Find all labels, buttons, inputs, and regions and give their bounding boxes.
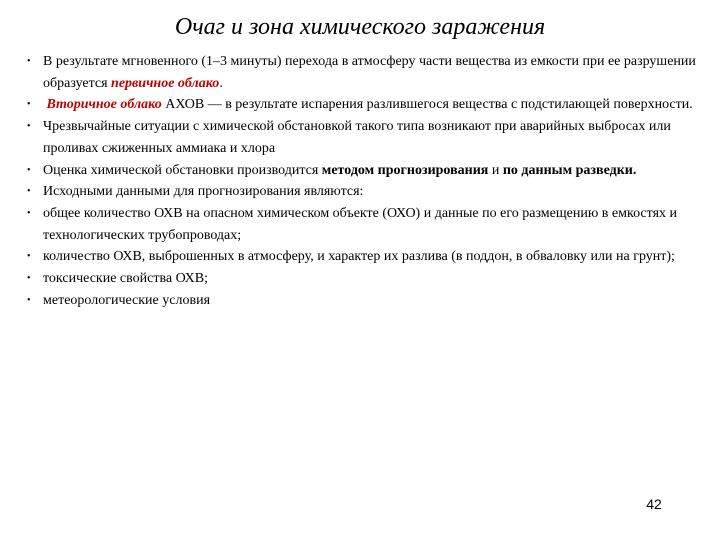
- bullet-item-5: [0, 181, 720, 203]
- bullet-item-3: [0, 116, 720, 159]
- bullet-dot-icon: •: [27, 251, 31, 263]
- bold-term-2: по данным разведки.: [502, 162, 637, 178]
- bullet-dot-icon: •: [27, 56, 31, 67]
- bullet-tail: АХОВ — в результате испарения разлившегося вещества с подстилающей поверхности.: [161, 97, 693, 113]
- bullet-dot-icon: •: [27, 186, 31, 198]
- bullet-text: Чрезвычайные ситуации с химической обстановкой такого типа возникают при аварийных выбросах или проливах сжиженных аммиака и хлора: [43, 119, 671, 156]
- bullet-dot-icon: •: [27, 273, 31, 285]
- bullet-item-2: [0, 94, 720, 116]
- bullet-item-8: [0, 268, 720, 290]
- slide-title: Очаг и зона химического заражения: [174, 14, 546, 40]
- bullet-dot-icon: •: [27, 294, 31, 306]
- bullet-text: токсические свойства ОХВ;: [43, 271, 208, 287]
- bullet-text: количество ОХВ, выброшенных в атмосферу, и характер их разлива (в поддон, в обваловку или на грунт);: [43, 249, 675, 265]
- highlight-term: Вторичное облако: [46, 97, 162, 113]
- bullet-list: [0, 51, 720, 311]
- highlight-term: первичное облако: [111, 75, 220, 91]
- bullet-dot-icon: •: [27, 99, 31, 111]
- bullet-dot-icon: •: [27, 207, 31, 219]
- bullet-item-4: [0, 160, 720, 182]
- bullet-mid: и: [488, 162, 503, 178]
- bullet-dot-icon: •: [27, 164, 31, 176]
- bullet-text: Оценка химической обстановки производится: [43, 162, 322, 178]
- bullet-dot-icon: •: [27, 121, 31, 133]
- bullet-text: метеорологические условия: [43, 292, 211, 308]
- bullet-text: Исходными данными для прогнозирования являются:: [43, 184, 364, 200]
- page-number: 42: [646, 496, 662, 512]
- bullet-item-6: [0, 203, 720, 246]
- bullet-item-1: [0, 51, 720, 94]
- bullet-tail: .: [219, 75, 223, 91]
- bold-term: методом прогнозирования: [321, 162, 489, 178]
- bullet-item-9: [0, 290, 720, 312]
- bullet-text: общее количество ОХВ на опасном химическом объекте (ОХО) и данные по его размещению в емкостях и технологических трубопроводах;: [43, 205, 678, 243]
- bullet-item-7: [0, 246, 720, 268]
- bullet-text: В результате мгновенного (1–3 минуты) перехода в атмосферу части вещества из емкости при ее разрушении образуется: [43, 54, 696, 91]
